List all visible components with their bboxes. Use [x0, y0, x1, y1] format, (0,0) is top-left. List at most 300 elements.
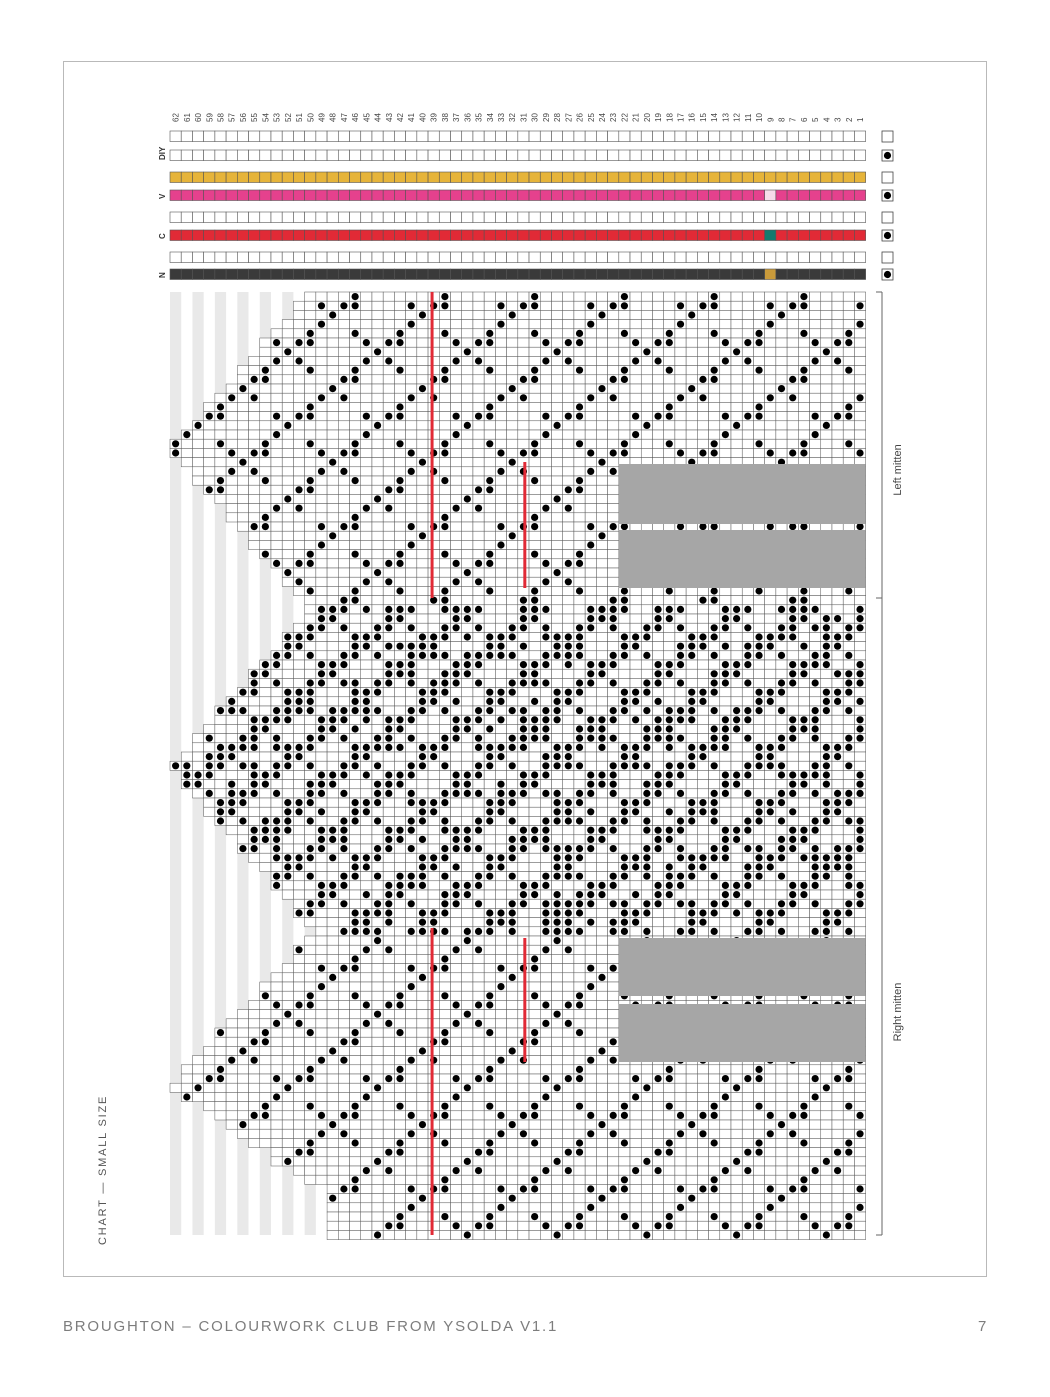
stitch-cell — [529, 798, 540, 807]
stitch-dot — [789, 449, 796, 456]
stitch-cell — [394, 678, 405, 687]
stitch-cell — [563, 531, 574, 540]
stitch-cell — [619, 393, 630, 402]
stitch-cell — [810, 632, 821, 641]
stitch-dot — [845, 624, 852, 631]
stitch-cell — [305, 770, 316, 779]
stitch-dot — [273, 716, 280, 723]
stitch-cell — [596, 816, 607, 825]
stitch-cell — [327, 596, 338, 605]
stitch-cell — [428, 660, 439, 669]
stitch-cell — [720, 292, 731, 301]
stitch-dot — [363, 707, 370, 714]
stitch-cell — [293, 439, 304, 448]
stitch-cell — [585, 439, 596, 448]
stitch-cell — [596, 402, 607, 411]
stitch-dot — [385, 716, 392, 723]
stitch-cell — [596, 504, 607, 513]
stitch-dot — [621, 753, 628, 760]
stitch-dot — [430, 753, 437, 760]
stitch-cell — [664, 320, 675, 329]
stitch-dot — [699, 302, 706, 309]
stitch-cell — [495, 329, 506, 338]
stitch-dot — [453, 413, 460, 420]
stitch-cell — [495, 623, 506, 632]
stitch-dot — [284, 716, 291, 723]
stitch-cell — [451, 798, 462, 807]
stitch-cell — [585, 568, 596, 577]
stitch-cell — [361, 494, 372, 503]
stitch-dot — [542, 339, 549, 346]
stitch-cell — [484, 347, 495, 356]
stitch-cell — [821, 310, 832, 319]
stitch-dot — [654, 845, 661, 852]
stitch-cell — [293, 329, 304, 338]
stitch-dot — [722, 836, 729, 843]
stitch-cell — [709, 715, 720, 724]
stitch-dot — [834, 643, 841, 650]
stitch-cell — [776, 642, 787, 651]
stitch-cell — [439, 835, 450, 844]
stitch-dot — [352, 762, 359, 769]
stitch-dot — [318, 827, 325, 834]
stitch-dot — [419, 836, 426, 843]
stitch-cell — [237, 375, 248, 384]
stitch-cell — [327, 439, 338, 448]
stitch-cell — [596, 596, 607, 605]
stitch-dot — [587, 836, 594, 843]
stitch-cell — [495, 881, 506, 890]
stitch-dot — [318, 615, 325, 622]
stitch-dot — [856, 790, 863, 797]
stitch-cell — [237, 439, 248, 448]
stitch-dot — [733, 661, 740, 668]
stitch-dot — [475, 578, 482, 585]
stitch-cell — [686, 320, 697, 329]
stitch-dot — [621, 449, 628, 456]
stitch-cell — [372, 430, 383, 439]
stitch-dot — [789, 633, 796, 640]
stitch-dot — [834, 753, 841, 760]
stitch-cell — [798, 872, 809, 881]
stitch-cell — [305, 320, 316, 329]
stitch-cell — [507, 375, 518, 384]
stitch-cell — [776, 826, 787, 835]
stitch-dot — [374, 422, 381, 429]
stitch-cell — [798, 706, 809, 715]
stitch-dot — [262, 449, 269, 456]
stitch-dot — [352, 679, 359, 686]
stitch-dot — [441, 330, 448, 337]
stitch-cell — [585, 347, 596, 356]
stitch-cell — [406, 476, 417, 485]
stitch-cell — [394, 540, 405, 549]
stitch-dot — [194, 771, 201, 778]
stitch-dot — [755, 808, 762, 815]
stitch-dot — [823, 707, 830, 714]
stitch-dot — [385, 661, 392, 668]
stitch-cell — [563, 835, 574, 844]
stitch-cell — [473, 494, 484, 503]
stitch-cell — [383, 448, 394, 457]
stitch-dot — [711, 302, 718, 309]
stitch-dot — [587, 845, 594, 852]
stitch-dot — [408, 606, 415, 613]
stitch-dot — [441, 587, 448, 594]
stitch-dot — [475, 882, 482, 889]
stitch-dot — [385, 339, 392, 346]
stitch-cell — [540, 697, 551, 706]
stitch-dot — [542, 882, 549, 889]
stitch-dot — [699, 753, 706, 760]
stitch-cell — [305, 421, 316, 430]
stitch-dot — [666, 744, 673, 751]
stitch-dot — [307, 587, 314, 594]
stitch-cell — [473, 540, 484, 549]
stitch-cell — [765, 439, 776, 448]
stitch-cell — [574, 752, 585, 761]
stitch-cell — [361, 669, 372, 678]
stitch-dot — [363, 689, 370, 696]
stitch-cell — [192, 476, 203, 485]
stitch-cell — [608, 366, 619, 375]
stitch-cell — [720, 301, 731, 310]
stitch-cell — [574, 421, 585, 430]
stitch-cell — [417, 715, 428, 724]
stitch-cell — [709, 862, 720, 871]
stitch-dot — [486, 587, 493, 594]
stitch-cell — [551, 366, 562, 375]
stitch-cell — [720, 402, 731, 411]
stitch-dot — [352, 440, 359, 447]
stitch-cell — [361, 375, 372, 384]
stitch-cell — [417, 513, 428, 522]
stitch-cell — [529, 752, 540, 761]
stitch-dot — [587, 771, 594, 778]
stitch-cell — [282, 724, 293, 733]
stitch-cell — [428, 550, 439, 559]
stitch-cell — [652, 384, 663, 393]
stitch-dot — [251, 827, 258, 834]
stitch-cell — [798, 752, 809, 761]
stitch-dot — [318, 661, 325, 668]
stitch-dot — [711, 449, 718, 456]
stitch-dot — [553, 744, 560, 751]
stitch-dot — [475, 560, 482, 567]
stitch-dot — [385, 606, 392, 613]
stitch-dot — [295, 863, 302, 870]
stitch-dot — [654, 679, 661, 686]
stitch-cell — [428, 494, 439, 503]
stitch-dot — [744, 716, 751, 723]
stitch-dot — [408, 716, 415, 723]
stitch-dot — [318, 836, 325, 843]
stitch-cell — [798, 789, 809, 798]
stitch-dot — [856, 302, 863, 309]
stitch-dot — [340, 624, 347, 631]
stitch-cell — [551, 320, 562, 329]
stitch-cell — [652, 421, 663, 430]
stitch-cell — [495, 669, 506, 678]
stitch-cell — [428, 715, 439, 724]
stitch-cell — [765, 366, 776, 375]
stitch-cell — [271, 752, 282, 761]
stitch-cell — [271, 531, 282, 540]
stitch-dot — [845, 330, 852, 337]
stitch-cell — [226, 494, 237, 503]
stitch-cell — [709, 780, 720, 789]
stitch-cell — [473, 301, 484, 310]
stitch-cell — [686, 724, 697, 733]
stitch-cell — [854, 688, 865, 697]
stitch-dot — [733, 836, 740, 843]
stitch-dot — [329, 836, 336, 843]
stitch-cell — [417, 393, 428, 402]
stitch-dot — [307, 735, 314, 742]
stitch-cell — [260, 412, 271, 421]
stitch-cell — [529, 816, 540, 825]
stitch-cell — [226, 513, 237, 522]
stitch-cell — [551, 384, 562, 393]
stitch-cell — [854, 752, 865, 761]
stitch-dot — [509, 744, 516, 751]
stitch-cell — [798, 761, 809, 770]
stitch-cell — [327, 568, 338, 577]
stitch-dot — [520, 882, 527, 889]
stitch-cell — [293, 375, 304, 384]
stitch-cell — [810, 393, 821, 402]
stitch-cell — [350, 835, 361, 844]
stitch-cell — [832, 347, 843, 356]
stitch-dot — [251, 468, 258, 475]
stitch-dot — [789, 808, 796, 815]
stitch-cell — [551, 614, 562, 623]
stitch-cell — [507, 642, 518, 651]
stitch-cell — [810, 688, 821, 697]
stitch-cell — [540, 448, 551, 457]
stitch-dot — [509, 311, 516, 318]
stitch-cell — [484, 421, 495, 430]
stitch-dot — [419, 882, 426, 889]
stitch-cell — [293, 669, 304, 678]
stitch-cell — [361, 301, 372, 310]
stitch-dot — [340, 661, 347, 668]
stitch-cell — [630, 605, 641, 614]
stitch-cell — [563, 826, 574, 835]
stitch-dot — [823, 762, 830, 769]
stitch-dot — [385, 781, 392, 788]
stitch-cell — [338, 669, 349, 678]
stitch-cell — [473, 384, 484, 393]
stitch-dot — [755, 643, 762, 650]
stitch-dot — [711, 735, 718, 742]
stitch-cell — [372, 366, 383, 375]
stitch-cell — [641, 375, 652, 384]
stitch-cell — [215, 393, 226, 402]
stitch-cell — [742, 329, 753, 338]
stitch-dot — [497, 753, 504, 760]
stitch-cell — [686, 596, 697, 605]
stitch-dot — [744, 643, 751, 650]
stitch-dot — [677, 679, 684, 686]
stitch-dot — [307, 781, 314, 788]
stitch-cell — [630, 366, 641, 375]
stitch-cell — [361, 402, 372, 411]
stitch-cell — [518, 761, 529, 770]
stitch-cell — [765, 780, 776, 789]
stitch-dot — [273, 661, 280, 668]
stitch-dot — [587, 735, 594, 742]
stitch-cell — [495, 338, 506, 347]
stitch-dot — [453, 735, 460, 742]
stitch-cell — [473, 724, 484, 733]
stitch-dot — [453, 431, 460, 438]
stitch-cell — [439, 402, 450, 411]
stitch-dot — [464, 827, 471, 834]
stitch-dot — [654, 661, 661, 668]
stitch-cell — [832, 881, 843, 890]
stitch-dot — [677, 606, 684, 613]
stitch-cell — [226, 485, 237, 494]
stitch-dot — [711, 873, 718, 880]
stitch-cell — [574, 320, 585, 329]
stitch-cell — [540, 384, 551, 393]
stitch-cell — [293, 734, 304, 743]
stitch-cell — [798, 384, 809, 393]
stitch-dot — [475, 707, 482, 714]
stitch-cell — [495, 292, 506, 301]
stitch-cell — [249, 531, 260, 540]
stitch-dot — [812, 725, 819, 732]
stitch-cell — [720, 816, 731, 825]
stitch-cell — [787, 356, 798, 365]
stitch-cell — [462, 301, 473, 310]
stitch-cell — [260, 688, 271, 697]
stitch-cell — [742, 393, 753, 402]
stitch-cell — [282, 780, 293, 789]
stitch-cell — [383, 310, 394, 319]
stitch-dot — [845, 882, 852, 889]
stitch-cell — [327, 586, 338, 595]
stitch-cell — [451, 807, 462, 816]
stitch-cell — [271, 724, 282, 733]
stitch-cell — [843, 320, 854, 329]
stitch-dot — [262, 771, 269, 778]
stitch-cell — [630, 329, 641, 338]
stitch-cell — [439, 531, 450, 540]
stitch-cell — [282, 550, 293, 559]
stitch-dot — [789, 661, 796, 668]
stitch-cell — [462, 550, 473, 559]
stitch-dot — [812, 817, 819, 824]
stitch-dot — [430, 808, 437, 815]
stitch-cell — [731, 872, 742, 881]
stitch-dot — [722, 882, 729, 889]
stitch-cell — [664, 688, 675, 697]
stitch-cell — [361, 292, 372, 301]
stitch-cell — [821, 678, 832, 687]
stitch-dot — [453, 661, 460, 668]
stitch-cell — [473, 448, 484, 457]
stitch-cell — [260, 384, 271, 393]
stitch-dot — [845, 873, 852, 880]
stitch-cell — [832, 734, 843, 743]
stitch-dot — [666, 762, 673, 769]
stitch-cell — [316, 596, 327, 605]
stitch-dot — [767, 762, 774, 769]
stitch-cell — [495, 402, 506, 411]
stitch-cell — [473, 642, 484, 651]
stitch-dot — [520, 845, 527, 852]
stitch-cell — [439, 715, 450, 724]
stitch-cell — [832, 310, 843, 319]
stitch-cell — [540, 476, 551, 485]
stitch-dot — [812, 790, 819, 797]
stitch-dot — [374, 652, 381, 659]
stitch-dot — [800, 330, 807, 337]
stitch-cell — [271, 807, 282, 816]
stitch-cell — [563, 669, 574, 678]
stitch-dot — [430, 633, 437, 640]
stitch-cell — [406, 862, 417, 871]
stitch-dot — [654, 606, 661, 613]
stitch-dot — [812, 735, 819, 742]
stitch-dot — [307, 633, 314, 640]
stitch-cell — [181, 458, 192, 467]
stitch-cell — [507, 724, 518, 733]
stitch-cell — [619, 320, 630, 329]
stitch-cell — [596, 688, 607, 697]
stitch-cell — [652, 375, 663, 384]
stitch-cell — [226, 826, 237, 835]
stitch-dot — [553, 790, 560, 797]
stitch-cell — [327, 761, 338, 770]
stitch-cell — [451, 853, 462, 862]
stitch-dot — [228, 790, 235, 797]
stitch-dot — [520, 597, 527, 604]
stitch-cell — [810, 375, 821, 384]
stitch-dot — [295, 560, 302, 567]
stitch-cell — [563, 789, 574, 798]
stitch-dot — [408, 468, 415, 475]
stitch-cell — [686, 402, 697, 411]
stitch-dot — [565, 505, 572, 512]
stitch-cell — [765, 412, 776, 421]
stitch-cell — [731, 329, 742, 338]
stitch-cell — [260, 347, 271, 356]
stitch-dot — [217, 753, 224, 760]
stitch-cell — [619, 338, 630, 347]
stitch-cell — [697, 669, 708, 678]
stitch-dot — [262, 551, 269, 558]
stitch-cell — [787, 292, 798, 301]
stitch-dot — [755, 845, 762, 852]
stitch-cell — [742, 697, 753, 706]
stitch-dot — [643, 735, 650, 742]
stitch-dot — [374, 679, 381, 686]
stitch-cell — [215, 467, 226, 476]
stitch-cell — [787, 752, 798, 761]
stitch-dot — [576, 744, 583, 751]
stitch-cell — [361, 872, 372, 881]
stitch-cell — [372, 292, 383, 301]
stitch-cell — [249, 476, 260, 485]
stitch-dot — [666, 661, 673, 668]
stitch-cell — [664, 623, 675, 632]
stitch-cell — [608, 724, 619, 733]
stitch-dot — [486, 486, 493, 493]
stitch-cell — [204, 402, 215, 411]
